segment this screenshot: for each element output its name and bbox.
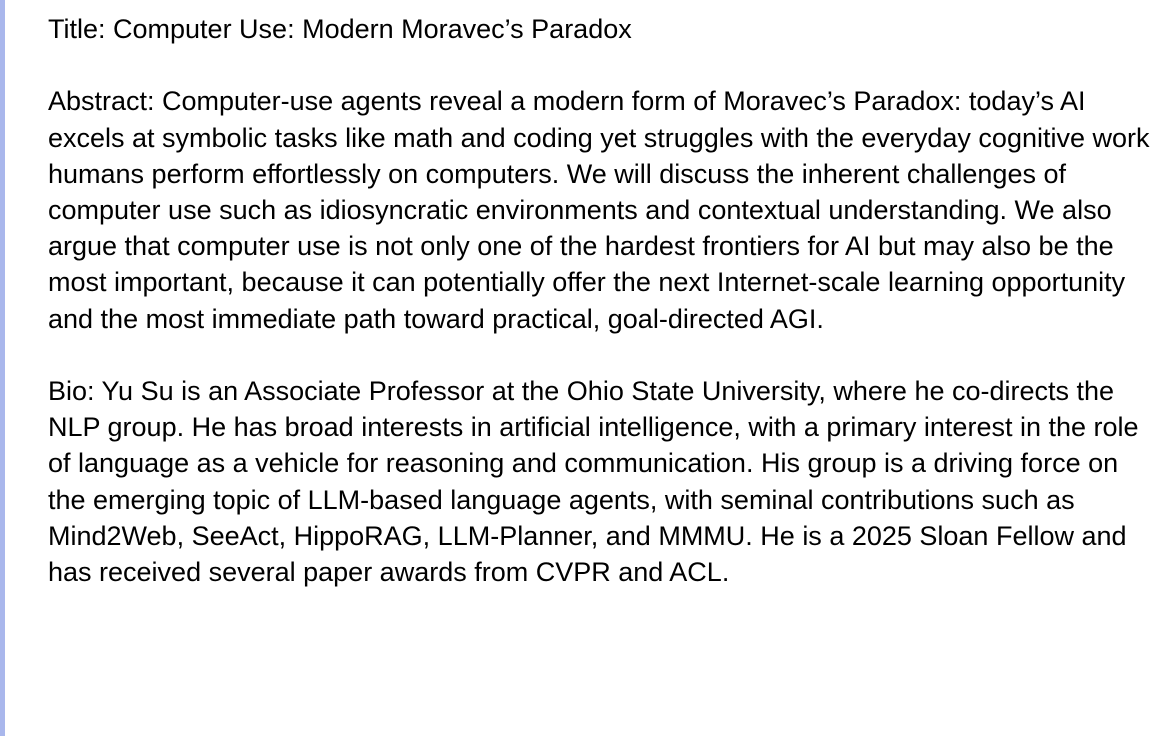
talk-abstract: Abstract: Computer-use agents reveal a modern form of Moravec’s Paradox: today’s AI excels at symbolic tasks like math and coding yet struggles with the everyday cognitive work humans perform effortlessly on computers. We will discuss the inherent challenges of computer use such as idiosyncratic environments and contextual understanding. We also argue that computer use is not only one of the hardest frontiers for AI but may also be the most important, because it can potentially offer the next Internet-scale learning opportunity and the most immediate path toward practical, goal-directed AGI. — [48, 86, 1150, 334]
speaker-bio: Bio: Yu Su is an Associate Professor at the Ohio State University, where he co-directs the NLP group. He has broad interests in artificial intelligence, with a primary interest in the role of language as a vehicle for reasoning and communication. His group is a driving force on the emerging topic of LLM-based language agents, with seminal contributions such as Mind2Web, SeeAct, HippoRAG, LLM-Planner, and MMMU. He is a 2025 Sloan Fellow and has received several paper awards from CVPR and ACL. — [48, 376, 1139, 588]
talk-description — [48, 11, 1158, 590]
paragraph-spacer — [48, 47, 1158, 83]
talk-title: Title: Computer Use: Modern Moravec’s Paradox — [48, 14, 632, 44]
paragraph-spacer — [48, 337, 1158, 373]
left-accent-rule — [0, 0, 5, 736]
